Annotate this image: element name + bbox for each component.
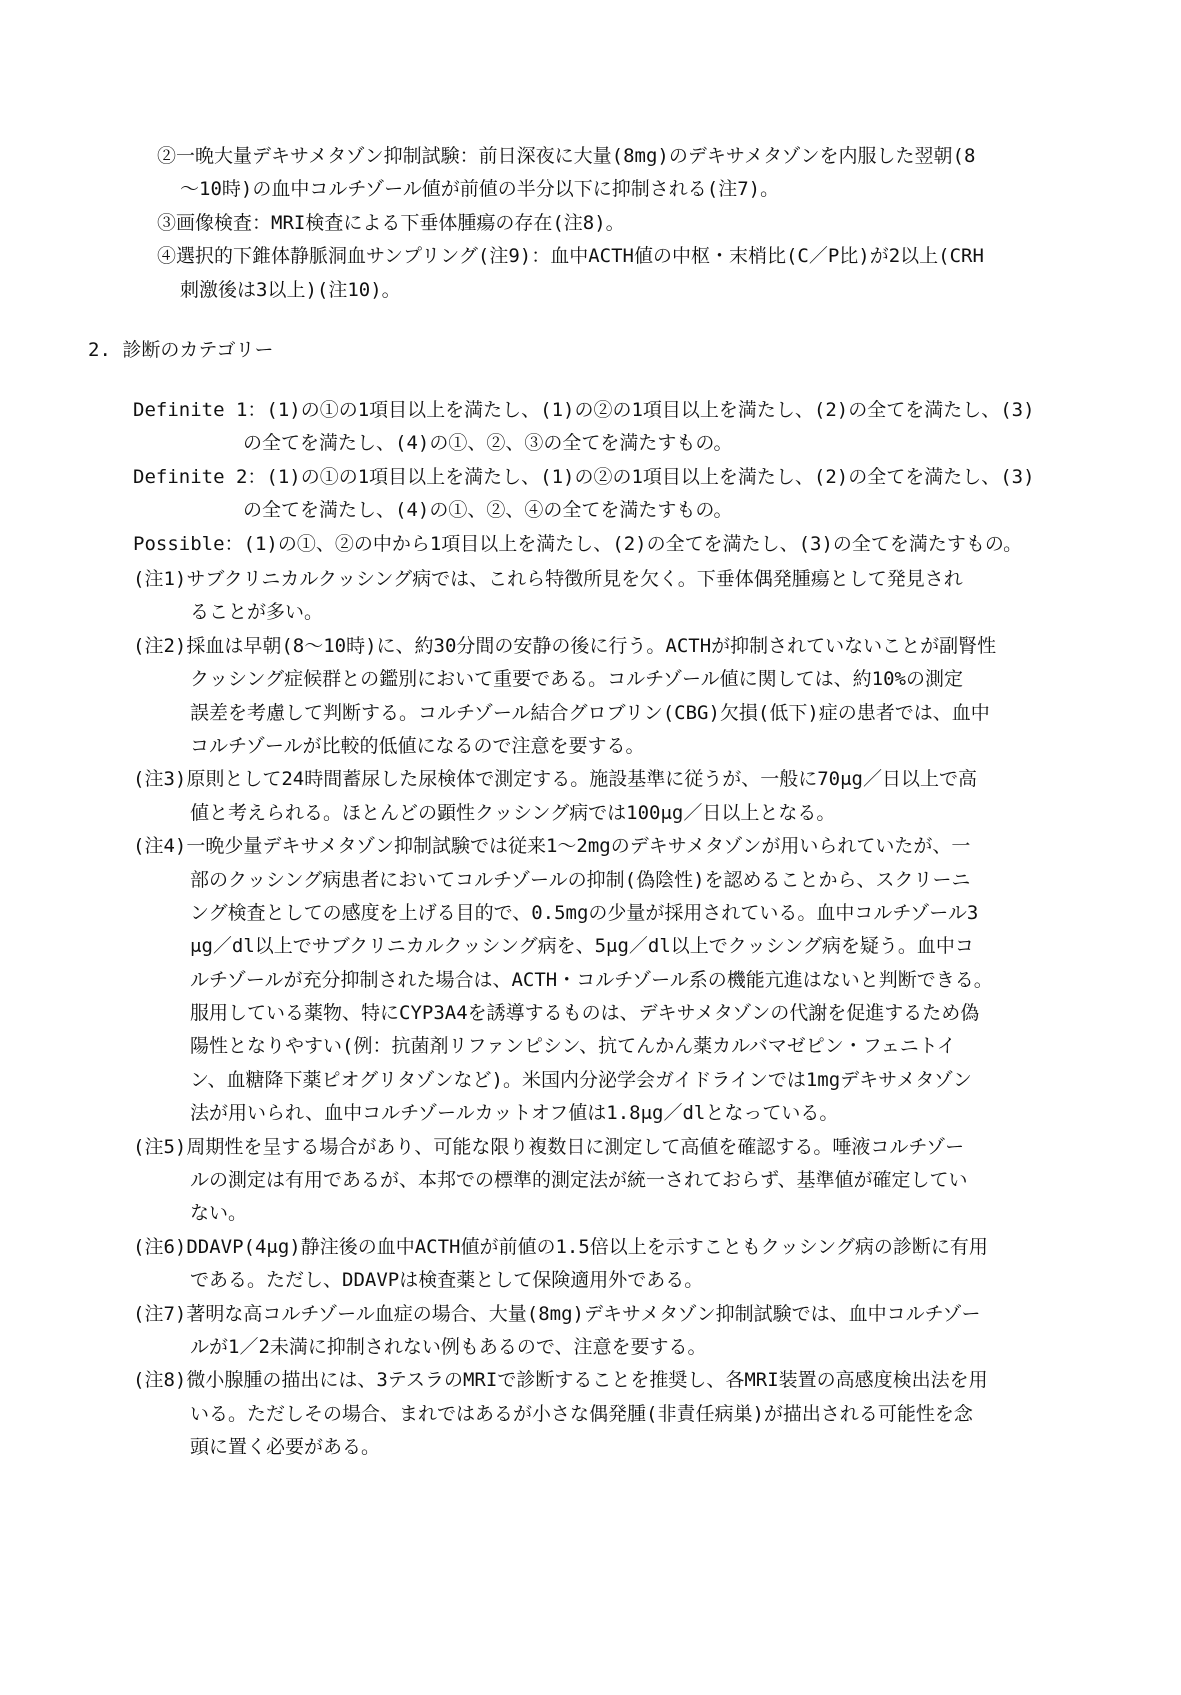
note-item-line: (注8)微小腺腫の描出には、3テスラのMRIで診断することを推奨し、各MRI装置の高感度検出法を用 (133, 1369, 988, 1392)
category-item-line: Definite 2：(1)の①の1項目以上を満たし、(1)の②の1項目以上を満たし、(2)の全てを満たし、(3) (133, 465, 1035, 488)
category-item-line: の全てを満たし、(4)の①、②、④の全てを満たすもの。 (243, 499, 733, 522)
note-item-line: (注4)一晩少量デキサメタゾン抑制試験では従来1～2mgのデキサメタゾンが用いられていたが、一 (133, 835, 971, 858)
note-item (0, 1231, 1181, 1298)
note-item (0, 763, 1181, 830)
note-item-line: (注7)著明な高コルチゾール血症の場合、大量(8mg)デキサメタゾン抑制試験では、血中コルチゾー (133, 1302, 981, 1325)
note-item-line: 陽性となりやすい(例：抗菌剤リファンピシン、抗てんかん薬カルバマゼピン・フェニトイ (190, 1035, 956, 1058)
criteria-item (0, 140, 1181, 207)
section-title: 2. 診断のカテゴリー (88, 339, 274, 361)
note-item-line: μg／dl以上でサブクリニカルクッシング病を、5μg／dl以上でクッシング病を疑う。血中コ (190, 935, 974, 958)
category-item (0, 394, 1181, 461)
note-item-line: である。ただし、DDAVPは検査薬として保険適用外である。 (190, 1269, 704, 1292)
note-item-line: コルチゾールが比較的低値になるので注意を要する。 (190, 734, 645, 757)
note-item-line: ルの測定は有用であるが、本邦での標準的測定法が統一されておらず、基準値が確定してい (190, 1169, 968, 1192)
category-item-line: Possible：(1)の①、②の中から1項目以上を満たし、(2)の全てを満たし、(3)の全てを満たすもの。 (133, 532, 1023, 555)
note-item (0, 563, 1181, 630)
note-item-line: ルが1／2未満に抑制されない例もあるので、注意を要する。 (190, 1335, 707, 1358)
criteria-item-line: ～10時)の血中コルチゾール値が前値の半分以下に抑制される(注7)。 (180, 178, 780, 201)
notes-list (0, 563, 1181, 1465)
note-item-line: 法が用いられ、血中コルチゾールカットオフ値は1.8μg／dlとなっている。 (190, 1102, 839, 1125)
note-item (0, 1364, 1181, 1464)
criteria-list (0, 140, 1181, 307)
note-item (0, 1131, 1181, 1231)
category-item (0, 528, 1181, 561)
criteria-item-line: ②一晩大量デキサメタゾン抑制試験：前日深夜に大量(8mg)のデキサメタゾンを内服した翌朝(8 (157, 145, 976, 167)
note-item-line: 服用している薬物、特にCYP3A4を誘導するものは、デキサメタゾンの代謝を促進するため偽 (190, 1002, 980, 1025)
note-item-line: 部のクッシング病患者においてコルチゾールの抑制(偽陰性)を認めることから、スクリーニ (190, 868, 971, 891)
category-item (0, 461, 1181, 528)
note-item-line: (注1)サブクリニカルクッシング病では、これら特徴所見を欠く。下垂体偶発腫瘍として発見され (133, 568, 963, 590)
note-item-line: ン、血糖降下薬ピオグリタゾンなど)。米国内分泌学会ガイドラインでは1mgデキサメタゾン (190, 1068, 972, 1091)
criteria-item (0, 240, 1181, 307)
note-item-line: 頭に置く必要がある。 (190, 1436, 381, 1459)
criteria-item-line: 刺激後は3以上)(注10)。 (180, 278, 401, 301)
note-item-line: 誤差を考慮して判断する。コルチゾール結合グロブリン(CBG)欠損(低下)症の患者では、血中 (190, 701, 990, 724)
note-item-line: ることが多い。 (190, 601, 324, 624)
note-item-line: 値と考えられる。ほとんどの顕性クッシング病では100μg／日以上となる。 (190, 801, 836, 824)
criteria-item-line: ④選択的下錐体静脈洞血サンプリング(注9)：血中ACTH値の中枢・末梢比(C／P比)が2以上(CRH (157, 245, 984, 268)
note-item-line: ング検査としての感度を上げる目的で、0.5mgの少量が採用されている。血中コルチゾール3 (190, 901, 979, 924)
note-item-line: (注3)原則として24時間蓄尿した尿検体で測定する。施設基準に従うが、一般に70μg／日以上で高 (133, 768, 977, 791)
category-list (0, 394, 1181, 561)
note-item (0, 830, 1181, 1131)
note-item-line: (注2)採血は早朝(8～10時)に、約30分間の安静の後に行う。ACTHが抑制されていないことが副腎性 (133, 634, 997, 657)
note-item-line: いる。ただしその場合、まれではあるが小さな偶発腫(非責任病巣)が描出される可能性を念 (190, 1402, 973, 1425)
note-item-line: クッシング症候群との鑑別において重要である。コルチゾール値に関しては、約10%の測定 (190, 668, 963, 691)
section-heading (0, 334, 1181, 367)
criteria-item-line: ③画像検査：MRI検査による下垂体腫瘍の存在(注8)。 (157, 211, 625, 234)
note-item (0, 630, 1181, 764)
note-item-line: ルチゾールが充分抑制された場合は、ACTH・コルチゾール系の機能亢進はないと判断できる。 (190, 968, 993, 991)
criteria-item (0, 207, 1181, 240)
category-item-line: の全てを満たし、(4)の①、②、③の全てを満たすもの。 (243, 432, 733, 455)
category-item-line: Definite 1：(1)の①の1項目以上を満たし、(1)の②の1項目以上を満たし、(2)の全てを満たし、(3) (133, 399, 1035, 421)
note-item-line: ない。 (190, 1202, 248, 1225)
note-item (0, 1298, 1181, 1365)
note-item-line: (注5)周期性を呈する場合があり、可能な限り複数日に測定して高値を確認する。唾液コルチゾー (133, 1135, 965, 1158)
note-item-line: (注6)DDAVP(4μg)静注後の血中ACTH値が前値の1.5倍以上を示すこともクッシング病の診断に有用 (133, 1235, 988, 1258)
